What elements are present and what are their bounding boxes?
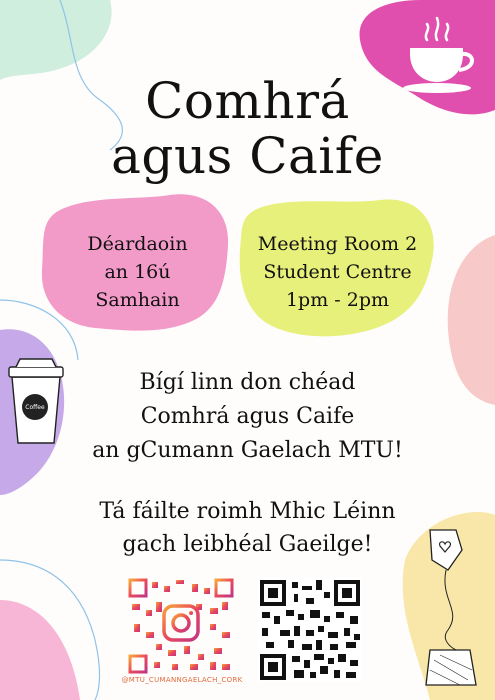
date-month: Samhain	[95, 289, 180, 311]
date-block	[55, 230, 220, 314]
instagram-handle: @MTU_CUMANNGAELACH_CORK	[121, 676, 243, 684]
location-room: Meeting Room 2	[257, 233, 418, 255]
date-number: an 16ú	[104, 261, 171, 283]
tea-bag-icon	[410, 520, 490, 690]
instagram-qr-code[interactable]	[126, 578, 236, 674]
invite-line-1: Bígí linn don chéad	[139, 370, 356, 395]
mint-corner-blob	[0, 0, 112, 80]
welcome-line-2: gach leibhéal Gaeilge!	[122, 532, 373, 557]
location-building: Student Centre	[263, 261, 412, 283]
date-day: Déardaoin	[87, 233, 188, 255]
location-block	[245, 230, 430, 314]
title-line-1: Comhrá	[145, 72, 350, 130]
welcome-line-1: Tá fáilte roimh Mhic Léinn	[99, 499, 396, 524]
pink-bottom-left-blob	[0, 600, 80, 700]
invite-line-3: an gCumann Gaelach MTU!	[92, 438, 403, 463]
invite-line-2: Comhrá agus Caife	[140, 404, 355, 429]
qr-code[interactable]	[258, 578, 362, 682]
location-time: 1pm - 2pm	[285, 289, 390, 311]
title-line-2: agus Caife	[111, 127, 384, 185]
cup-label: Coffee	[25, 403, 45, 411]
